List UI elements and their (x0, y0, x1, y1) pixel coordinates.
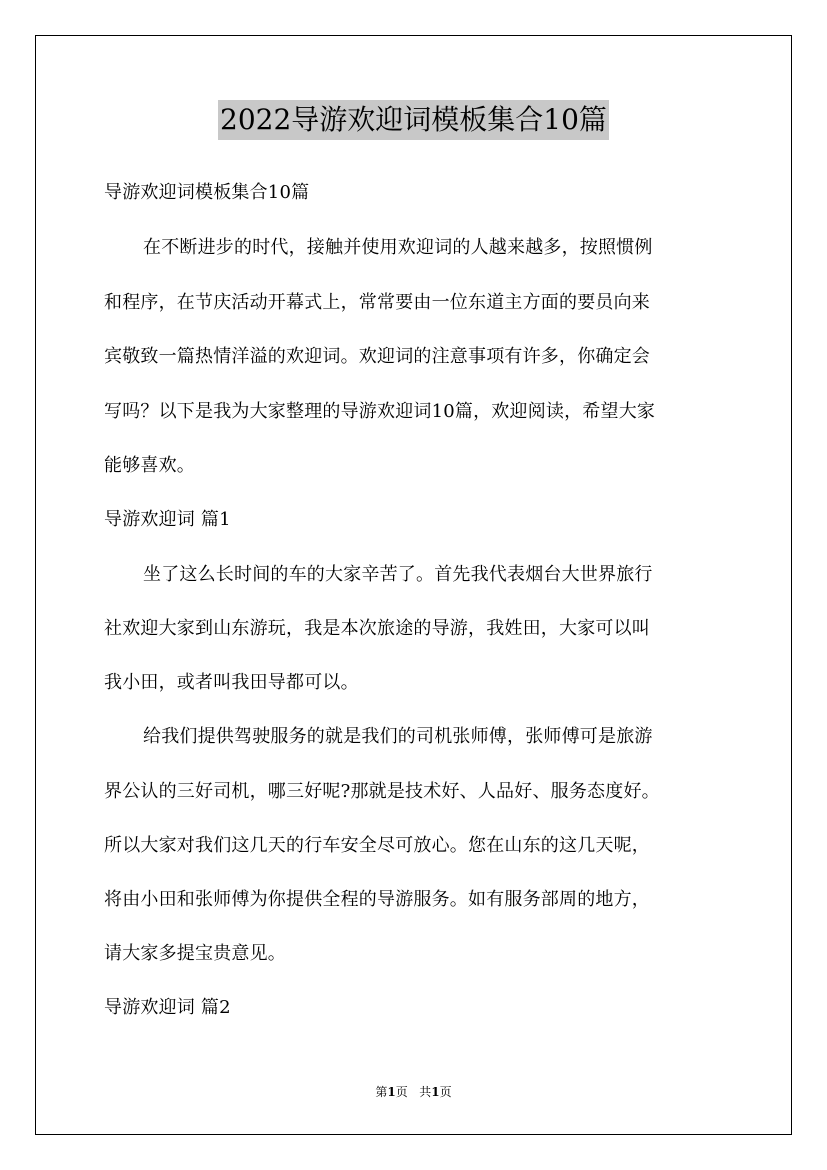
total-prefix: 共 (419, 1085, 432, 1099)
document-subtitle: 导游欢迎词模板集合10篇 (104, 182, 310, 203)
total-suffix: 页 (439, 1085, 452, 1099)
paragraph-line: 我小田，或者叫我田导都可以。 (104, 672, 359, 693)
section-heading: 导游欢迎词 篇2 (104, 997, 231, 1018)
paragraph-line: 给我们提供驾驶服务的就是我们的司机张师傅，张师傅可是旅游 (143, 726, 653, 747)
paragraph-line: 界公认的三好司机，哪三好呢?那就是技术好、人品好、服务态度好。 (104, 781, 660, 802)
document-title (0, 100, 827, 140)
intro-line: 在不断进步的时代，接触并使用欢迎词的人越来越多，按照惯例 (143, 237, 653, 258)
page-number: 1 (387, 1085, 396, 1099)
intro-line: 宾敬致一篇热情洋溢的欢迎词。欢迎词的注意事项有许多，你确定会 (104, 346, 650, 367)
paragraph-line: 社欢迎大家到山东游玩，我是本次旅途的导游，我姓田，大家可以叫 (104, 618, 650, 639)
paragraph-line: 坐了这么长时间的车的大家辛苦了。首先我代表烟台大世界旅行 (143, 564, 653, 585)
section-heading: 导游欢迎词 篇1 (104, 509, 231, 530)
page-footer (0, 1083, 827, 1100)
paragraph-line: 请大家多提宝贵意见。 (104, 943, 286, 964)
total-pages: 1 (431, 1085, 440, 1099)
document-title-text: 2022导游欢迎词模板集合10篇 (218, 100, 609, 140)
intro-line: 能够喜欢。 (104, 455, 195, 476)
intro-line: 和程序，在节庆活动开幕式上，常常要由一位东道主方面的要员向来 (104, 292, 650, 313)
paragraph-line: 所以大家对我们这几天的行车安全尽可放心。您在山东的这几天呢， (104, 835, 650, 856)
intro-line: 写吗？以下是我为大家整理的导游欢迎词10篇，欢迎阅读，希望大家 (104, 401, 656, 422)
paragraph-line: 将由小田和张师傅为你提供全程的导游服务。如有服务部周的地方， (104, 889, 650, 910)
page-prefix: 第 (375, 1085, 388, 1099)
page-suffix: 页 (395, 1085, 408, 1099)
